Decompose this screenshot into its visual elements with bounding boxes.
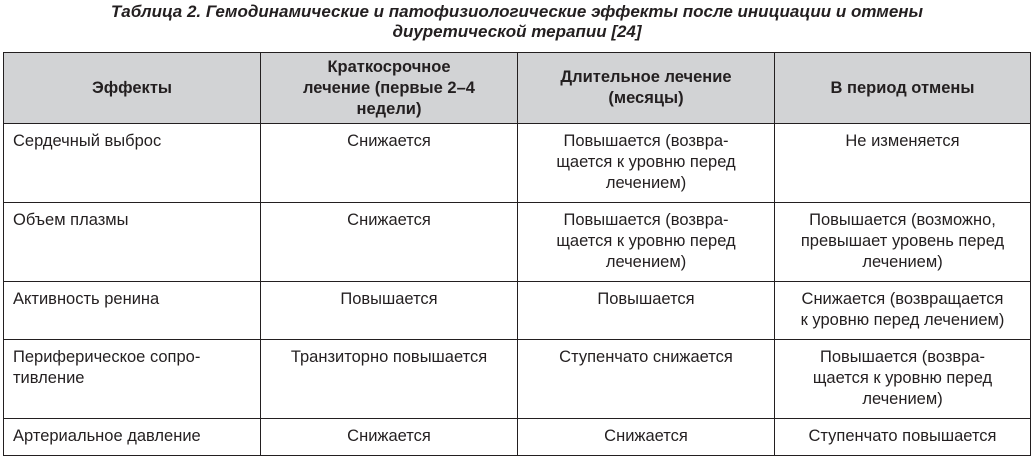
table-row — [4, 340, 1031, 419]
header-line: Длительное лечение — [560, 68, 732, 86]
header-short-term — [261, 53, 518, 124]
cell-line: Повышается (возвра- — [819, 348, 986, 366]
cell-withdrawal — [775, 340, 1031, 419]
table-header — [4, 53, 1031, 124]
cell-long-term — [518, 282, 775, 340]
cell-effect — [4, 340, 261, 419]
header-withdrawal — [775, 53, 1031, 124]
header-line: (месяцы) — [608, 89, 684, 107]
cell-line: Ступенчато повышается — [808, 427, 997, 445]
cell-line: лечением) — [605, 174, 687, 192]
cell-long-term — [518, 340, 775, 419]
table-caption — [0, 0, 1034, 42]
cell-line: Транзиторно повышается — [290, 348, 488, 366]
header-effects — [4, 53, 261, 124]
cell-line: Снижается — [604, 427, 688, 445]
cell-line: Объем плазмы — [13, 211, 129, 229]
cell-line: Снижается — [347, 211, 431, 229]
cell-line: Сердечный выброс — [13, 132, 162, 150]
cell-short-term — [261, 282, 518, 340]
cell-line: щается к уровню перед — [812, 369, 993, 387]
cell-line: щается к уровню перед — [556, 153, 736, 171]
header-line: В период отмены — [830, 78, 975, 97]
cell-withdrawal — [775, 203, 1031, 282]
cell-line: к уровню перед лечением) — [800, 311, 1005, 329]
header-row — [4, 53, 1031, 124]
cell-effect — [4, 203, 261, 282]
cell-short-term — [261, 419, 518, 456]
table-row — [4, 282, 1031, 340]
table-row — [4, 419, 1031, 456]
cell-effect — [4, 124, 261, 203]
cell-line: Артериальное давление — [13, 427, 201, 445]
cell-short-term — [261, 203, 518, 282]
cell-short-term — [261, 340, 518, 419]
cell-line: Повышается (возможно, — [809, 211, 996, 229]
cell-line: лечением) — [862, 253, 943, 271]
cell-line: Повышается — [340, 290, 438, 308]
header-long-term — [518, 53, 775, 124]
table-body — [4, 124, 1031, 456]
cell-line: Снижается (возвращается — [801, 290, 1004, 308]
cell-line: Снижается — [347, 427, 431, 445]
table-row — [4, 203, 1031, 282]
cell-short-term — [261, 124, 518, 203]
effects-table — [3, 52, 1031, 456]
caption-line-1: Таблица 2. Гемодинамические и патофизиологические эффекты после инициации и отмены — [110, 2, 924, 21]
cell-line: Ступенчато снижается — [559, 348, 733, 366]
cell-long-term — [518, 419, 775, 456]
header-line: лечение (первые 2–4 — [303, 78, 475, 97]
cell-line: Не изменяется — [845, 132, 960, 150]
cell-line: превышает уровень перед — [800, 232, 1005, 250]
cell-long-term — [518, 124, 775, 203]
header-line: недели) — [356, 99, 422, 118]
cell-line: тивление — [13, 369, 85, 387]
table-row — [4, 124, 1031, 203]
header-line: Эффекты — [91, 78, 172, 97]
cell-line: Снижается — [347, 132, 431, 150]
cell-line: Повышается — [597, 290, 695, 308]
cell-line: лечением) — [605, 253, 687, 271]
cell-line: щается к уровню перед — [556, 232, 736, 250]
cell-line: Повышается (возвра- — [563, 211, 729, 229]
cell-line: Активность ренина — [13, 290, 160, 308]
cell-long-term — [518, 203, 775, 282]
header-line: Краткосрочное — [327, 57, 451, 76]
cell-line: Периферическое сопро- — [13, 348, 201, 366]
cell-line: Повышается (возвра- — [563, 132, 729, 150]
cell-effect — [4, 419, 261, 456]
cell-effect — [4, 282, 261, 340]
caption-line-2: диуретической терапии [24] — [392, 22, 642, 41]
cell-withdrawal — [775, 419, 1031, 456]
cell-line: лечением) — [862, 390, 943, 408]
cell-withdrawal — [775, 124, 1031, 203]
cell-withdrawal — [775, 282, 1031, 340]
